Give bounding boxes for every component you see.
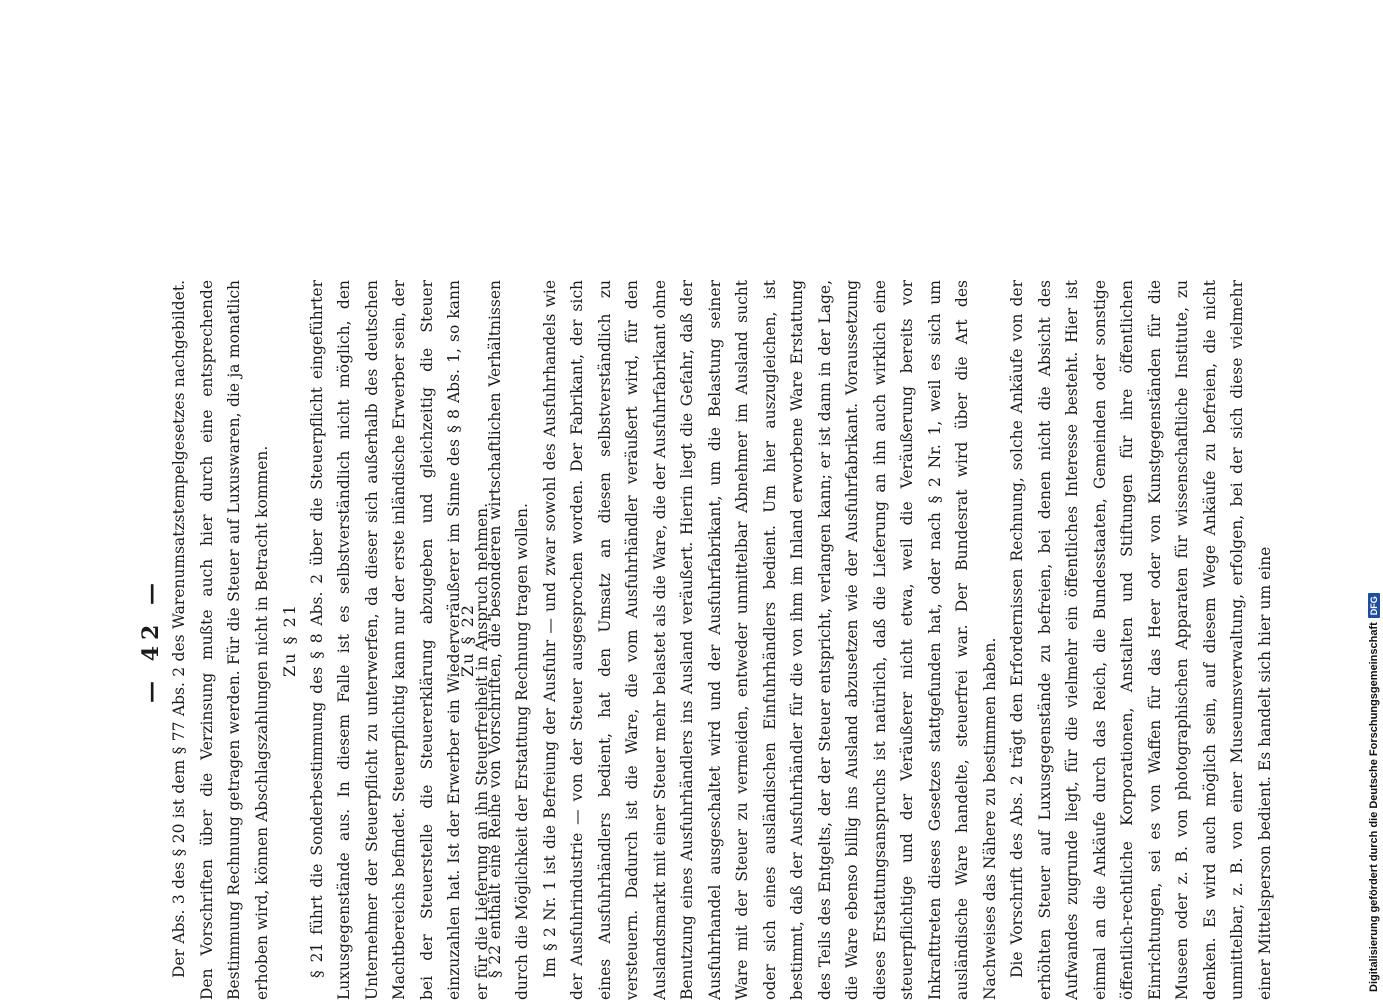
- digitization-credit: [1368, 593, 1380, 992]
- dfg-logo-icon: DFG: [1368, 593, 1380, 618]
- paragraph-section-22b: Im § 2 Nr. 1 ist die Befreiung der Ausfuhr — und zwar sowohl des Ausfuhrhandels wie der Ausfuhrindustrie — von der Steuer ausgesprochen worden. Der Fabrikant, der sich eines Ausfuhrhändlers bedient, hat den Umsatz an diesen selbstverständlich zu versteuern. Dadurch ist die Ware, die vom Ausfuhrhändler veräußert wird, für den Auslandsmarkt mit einer Steuer mehr belastet als die Ware, die der Ausfuhrfabrikant ohne Benutzung eines Ausfuhrhändlers ins Ausland veräußert. Hierin liegt die Gefahr, daß der Ausfuhrhandel ausgeschaltet wird und der Ausfuhrfabrikant, um die Belastung seiner Ware mit der Steuer zu vermeiden, entweder unmittelbar Abnehmer im Ausland sucht oder sich eines ausländischen Einfuhrhändlers bedient. Um hier auszugleichen, ist bestimmt, daß der Ausfuhrhändler für die von ihm im Inland erworbene Ware Erstattung des Teils des Entgelts, der der Steuer entspricht, verlangen kann; er ist dann in der Lage, die Ware ebenso billig ins Ausland abzusetzen wie der Ausfuhrfabrikant. Voraussetzung dieses Erstattungsanspruchs ist natürlich, daß die Lieferung an ihn auch wirklich eine steuerpflichtige und der Veräußerer nicht etwa, weil die Veräußerung bereits vor Inkrafttreten dieses Gesetzes stattgefunden hat, oder nach § 2 Nr. 1, weil es sich um ausländische Ware handelte, steuerfrei war. Der Bundesrat wird über die Art des Nachweises das Nähere zu bestimmen haben.: [540, 280, 999, 1000]
- heading-section-22: Zu § 22: [458, 603, 477, 677]
- section-22: [454, 280, 1279, 1000]
- credit-text: Digitalisierung gefördert durch die Deutsche Forschungsgemeinschaft: [1368, 622, 1380, 992]
- paragraph-section-22a: § 22 enthält eine Reihe von Vorschriften, die besonderen wirtschaftlichen Verhältnissen durch die Möglichkeit der Erstattung Rechnung tragen wollen.: [485, 280, 531, 1000]
- paragraph-1: Der Abs. 3 des § 20 ist dem § 77 Abs. 2 des Warenumsatzstempelgesetzes nachgebildet. Den Vorschriften über die Verzinsung mußte auch hier durch eine entsprechende Bestimmung Rechnung getragen werden. Für die Steuer auf Luxuswaren, die ja monatlich erhoben wird, können Abschlagszahlungen nicht in Betracht kommen.: [170, 280, 271, 1000]
- heading-section-21: Zu § 21: [280, 603, 299, 677]
- paragraph-section-21: § 21 führt die Sonderbestimmung des § 8 Abs. 2 über die Steuerpflicht eingeführter Luxusgegenstände aus. In diesem Falle ist es selbstverständlich nicht möglich, den Unternehmer der Steuerpflicht zu unterwerfen, da dieser sich außerhalb des deutschen Machtbereichs befindet. Steuerpflichtig kann nur der erste inländische Erwerber sein, der bei der Steuerstelle die Steuererklärung abzugeben und gleichzeitig die Steuer einzuzahlen hat. Ist der Erwerber ein Wiederveräußerer im Sinne des § 8 Abs. 1, so kann er für die Lieferung an ihn Steuerfreiheit in Anspruch nehmen.: [307, 280, 491, 1000]
- page-number: — 42 —: [138, 577, 164, 703]
- paragraph-section-20: [166, 280, 276, 1000]
- rotated-page: [138, 280, 1274, 1000]
- paragraph-section-22c: Die Vorschrift des Abs. 2 trägt den Erfordernissen Rechnung, solche Ankäufe von der erhöhten Steuer auf Luxusgegenstände zu befreien, bei denen nicht die Absicht des Aufwandes zugrunde liegt, für die vielmehr ein öffentliches Interesse besteht. Hier ist einmal an die Ankäufe durch das Reich, die Bundesstaaten, Gemeinden oder sonstige öffentlich-rechtliche Korporationen, Anstalten und Stiftungen für ihre öffentlichen Einrichtungen, sei es von Waffen für das Heer oder von Kunstgegenständen für die Museen oder z. B. von photographischen Apparaten für wissenschaftliche Institute, zu denken. Es wird auch möglich sein, auf diesem Wege Ankäufe zu befreien, die nicht unmittelbar, z. B. von einer Museumsverwaltung, erfolgen, bei der sich diese vielmehr einer Mittelsperson bedient. Es handelt sich hier um eine: [1008, 280, 1274, 1000]
